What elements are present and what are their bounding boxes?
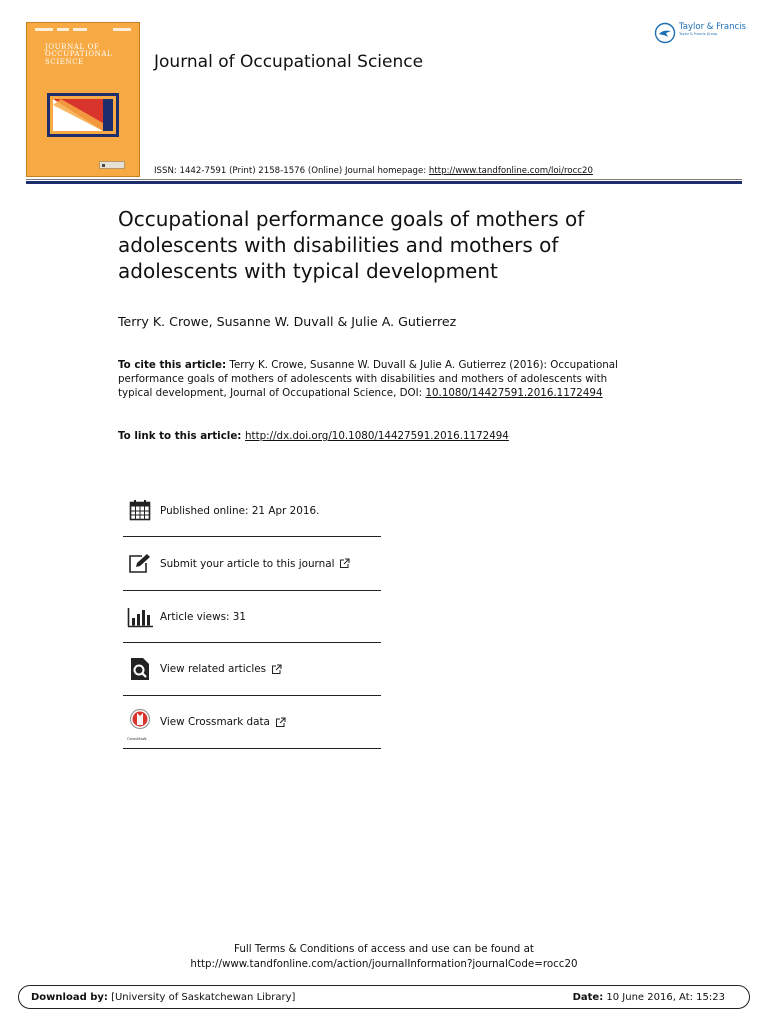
publisher-mark: [99, 161, 125, 169]
terms-line-1: Full Terms & Conditions of access and use can be found at: [234, 943, 534, 955]
journal-cover-image[interactable]: [26, 22, 140, 177]
crossmark-link[interactable]: View Crossmark data: [160, 716, 270, 728]
date-label: Date:: [572, 991, 604, 1003]
cite-label: To cite this article:: [118, 359, 227, 371]
download-by: [31, 992, 295, 1003]
submit-article-row[interactable]: [123, 537, 381, 591]
cover-title: JOURNAL OF OCCUPATIONAL SCIENCE: [45, 43, 113, 66]
journal-title[interactable]: Journal of Occupational Science: [154, 52, 424, 72]
download-by-label: Download by:: [31, 991, 108, 1003]
header-rule-thin: [26, 179, 742, 180]
search-document-icon: [127, 656, 153, 682]
link-label: To link to this article:: [118, 430, 246, 442]
bar-chart-icon: [127, 604, 153, 630]
article-link-line: [118, 430, 509, 442]
citation-block: [118, 358, 618, 400]
publisher-subbrand: Taylor & Francis Group: [679, 32, 718, 36]
external-link-icon: [275, 717, 286, 728]
taylor-francis-logo[interactable]: [654, 22, 746, 44]
article-doi-link[interactable]: http://dx.doi.org/10.1080/14427591.2016.1172494: [245, 430, 509, 442]
publisher-brand: Taylor & Francis: [679, 22, 746, 32]
article-authors: Terry K. Crowe, Susanne W. Duvall & Julie A. Gutierrez: [118, 314, 457, 329]
crossmark-row[interactable]: [123, 696, 381, 749]
cover-top-strip: [35, 28, 133, 32]
cite-text: Terry K. Crowe, Susanne W. Duvall & Julie A. Gutierrez (2016): Occupational performance goals of mothers of adolescents with disabilities and mothers of adolescents with typical development, Journal of Occupational Science, DOI:: [118, 359, 618, 399]
download-by-value: [University of Saskatchewan Library]: [107, 991, 296, 1003]
crossmark-icon-caption: CrossMark: [127, 737, 147, 741]
related-articles-row[interactable]: [123, 643, 381, 696]
related-articles-link[interactable]: View related articles: [160, 663, 267, 675]
taylor-francis-icon: [654, 22, 676, 44]
crossmark-icon: [127, 709, 153, 735]
download-info-bar: [18, 985, 750, 1009]
article-title: Occupational performance goals of mothers of adolescents with disabilities and mothers of adolescents with typical development: [118, 207, 585, 283]
terms-notice: [0, 942, 768, 972]
issn-line: [154, 166, 593, 176]
article-info-list: [123, 484, 381, 749]
article-views-label: Article views: 31: [160, 610, 247, 623]
cite-doi-link[interactable]: 10.1080/14427591.2016.1172494: [425, 387, 603, 399]
published-online-label: Published online: 21 Apr 2016.: [160, 505, 320, 517]
header-rule-thick: [26, 181, 742, 184]
edit-icon: [127, 551, 153, 577]
published-online-row: [123, 484, 381, 537]
calendar-icon: [127, 497, 153, 523]
external-link-icon: [271, 664, 282, 675]
article-views-row: [123, 591, 381, 643]
issn-text: ISSN: 1442-7591 (Print) 2158-1576 (Online) Journal homepage:: [154, 166, 429, 176]
date-value: 10 June 2016, At: 15:23: [603, 991, 725, 1003]
journal-homepage-link[interactable]: http://www.tandfonline.com/loi/rocc20: [428, 166, 593, 176]
terms-url[interactable]: http://www.tandfonline.com/action/journalInformation?journalCode=rocc20: [190, 958, 578, 970]
external-link-icon: [339, 558, 350, 569]
cover-artwork: [47, 93, 119, 137]
submit-article-link[interactable]: Submit your article to this journal: [160, 557, 335, 570]
download-date: [573, 992, 725, 1003]
